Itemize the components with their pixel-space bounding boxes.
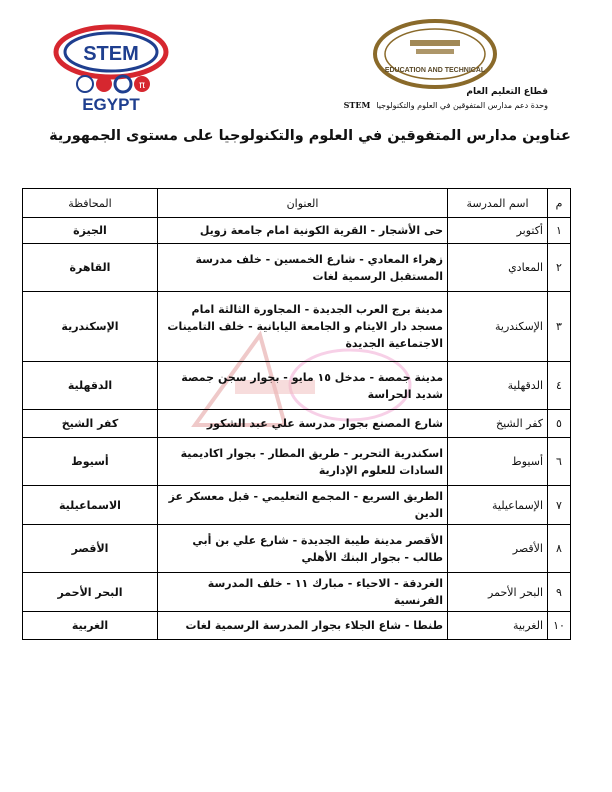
table-row bbox=[23, 410, 571, 438]
row-school-name: أكتوبر bbox=[448, 218, 548, 244]
stem-egypt-logo bbox=[52, 22, 170, 114]
row-num: ٥ bbox=[548, 410, 571, 438]
row-num: ٦ bbox=[548, 438, 571, 486]
table-row bbox=[23, 525, 571, 573]
sector-line: قطاع التعليم العام bbox=[466, 87, 548, 97]
header-num: م bbox=[548, 189, 571, 218]
table-row bbox=[23, 612, 571, 640]
unit-line-stem: STEM bbox=[343, 100, 371, 110]
page-title: عناوين مدارس المتفوقين في العلوم والتكنولوجيا على مستوى الجمهورية bbox=[49, 128, 571, 144]
row-governorate: الاسماعيلية bbox=[23, 486, 158, 525]
row-school-name: أسيوط bbox=[448, 438, 548, 486]
schools-table bbox=[22, 188, 571, 640]
row-address: الغردقة - الاحياء - مبارك ١١ - خلف المدرسة الفرنسية bbox=[158, 573, 448, 612]
row-address: زهراء المعادي - شارع الخمسين - خلف مدرسة المستقبل الرسمية لغات bbox=[158, 244, 448, 292]
row-num: ٤ bbox=[548, 362, 571, 410]
row-school-name: الغربية bbox=[448, 612, 548, 640]
row-school-name: الدقهلية bbox=[448, 362, 548, 410]
row-num: ١ bbox=[548, 218, 571, 244]
header-text-block bbox=[188, 86, 548, 112]
table-row bbox=[23, 218, 571, 244]
table-row bbox=[23, 573, 571, 612]
row-address: الطريق السريع - المجمع التعليمي - قبل معسكر عز الدين bbox=[158, 486, 448, 525]
row-governorate: الأقصر bbox=[23, 525, 158, 573]
svg-text:π: π bbox=[138, 80, 146, 91]
row-governorate: كفر الشيخ bbox=[23, 410, 158, 438]
row-address: شارع المصنع بجوار مدرسة علي عبد الشكور bbox=[158, 410, 448, 438]
row-governorate: أسيوط bbox=[23, 438, 158, 486]
row-school-name: البحر الأحمر bbox=[448, 573, 548, 612]
stem-logo-subtext: EGYPT bbox=[82, 95, 140, 114]
table-row bbox=[23, 244, 571, 292]
row-address: طنطا - شاع الجلاء بجوار المدرسة الرسمية لغات bbox=[158, 612, 448, 640]
row-address: الأقصر مدينة طيبة الجديدة - شارع علي بن أبي طالب - بجوار البنك الأهلي bbox=[158, 525, 448, 573]
header-name: اسم المدرسة bbox=[448, 189, 548, 218]
ministry-logo bbox=[372, 18, 498, 90]
unit-line bbox=[188, 99, 548, 112]
row-governorate: القاهرة bbox=[23, 244, 158, 292]
row-num: ٣ bbox=[548, 292, 571, 362]
row-address: مدينة جمصة - مدخل ١٥ مايو - بجوار سجن جمصة شديد الحراسة bbox=[158, 362, 448, 410]
table-header-row bbox=[23, 189, 571, 218]
row-governorate: الغربية bbox=[23, 612, 158, 640]
table-row bbox=[23, 292, 571, 362]
row-address: حى الأشجار - القرية الكونية امام جامعة زويل bbox=[158, 218, 448, 244]
stem-logo-text: STEM bbox=[83, 43, 139, 65]
row-num: ٩ bbox=[548, 573, 571, 612]
row-num: ٧ bbox=[548, 486, 571, 525]
table-row bbox=[23, 362, 571, 410]
row-address: اسكندرية التحرير - طريق المطار - بجوار اكاديمية السادات للعلوم الإدارية bbox=[158, 438, 448, 486]
row-address: مدينة برج العرب الجديدة - المجاورة الثالثة امام مسجد دار الايتام و الجامعة اليابانية - خلف التامينات الاجتماعية الجديدة bbox=[158, 292, 448, 362]
row-school-name: الإسكندرية bbox=[448, 292, 548, 362]
row-num: ٢ bbox=[548, 244, 571, 292]
ministry-logo-text: EDUCATION AND TECHNICAL bbox=[384, 67, 486, 74]
row-school-name: الإسماعيلية bbox=[448, 486, 548, 525]
row-school-name: المعادي bbox=[448, 244, 548, 292]
row-num: ٨ bbox=[548, 525, 571, 573]
row-school-name: الأقصر bbox=[448, 525, 548, 573]
row-governorate: الإسكندرية bbox=[23, 292, 158, 362]
row-school-name: كفر الشيخ bbox=[448, 410, 548, 438]
row-governorate: الدقهلية bbox=[23, 362, 158, 410]
row-governorate: الجيزة bbox=[23, 218, 158, 244]
table-row bbox=[23, 438, 571, 486]
row-num: ١٠ bbox=[548, 612, 571, 640]
table-row bbox=[23, 486, 571, 525]
unit-line-text: وحدة دعم مدارس المتفوقين في العلوم والتكنولوجيا bbox=[376, 101, 548, 110]
header-governorate: المحافظة bbox=[23, 189, 158, 218]
header-address: العنوان bbox=[158, 189, 448, 218]
row-governorate: البحر الأحمر bbox=[23, 573, 158, 612]
